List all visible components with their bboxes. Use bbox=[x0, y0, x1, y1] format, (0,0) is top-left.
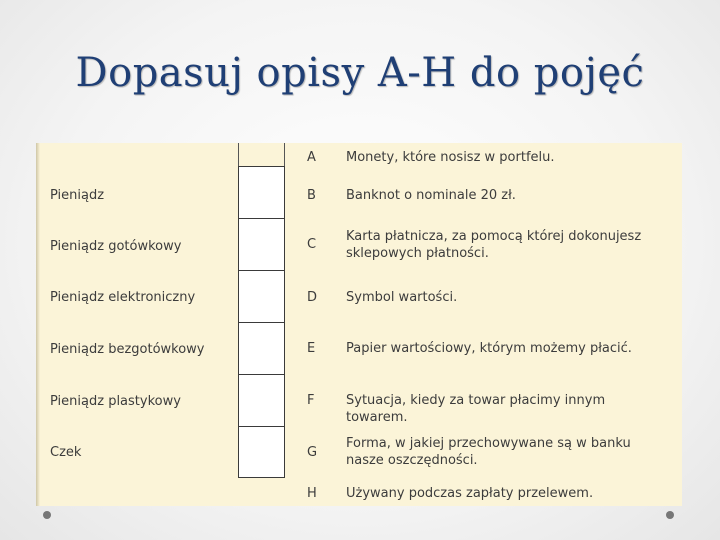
box-separator bbox=[239, 218, 284, 219]
description-letter: G bbox=[307, 445, 318, 460]
scan-edge bbox=[36, 143, 40, 506]
description-text: Monety, które nosisz w portfelu. bbox=[346, 150, 555, 165]
concept-label: Pieniądz gotówkowy bbox=[50, 239, 182, 254]
concept-label: Pieniądz elektroniczny bbox=[50, 290, 196, 305]
divider-line bbox=[284, 143, 285, 166]
description-letter: A bbox=[307, 150, 316, 165]
description-letter: E bbox=[307, 341, 316, 356]
box-separator bbox=[239, 322, 284, 323]
description-letter: D bbox=[307, 290, 318, 305]
description-text: Sytuacja, kiedy za towar płacimy innym towarem. bbox=[346, 393, 606, 425]
exercise-image bbox=[36, 143, 682, 506]
description-text: Używany podczas zapłaty przelewem. bbox=[346, 486, 594, 501]
box-separator bbox=[239, 426, 284, 427]
description-letter: H bbox=[307, 486, 317, 501]
concept-label: Pieniądz bezgotówkowy bbox=[50, 342, 205, 357]
description-letter: F bbox=[307, 393, 315, 408]
answer-boxes bbox=[238, 166, 285, 478]
description-text: Banknot o nominale 20 zł. bbox=[346, 188, 516, 203]
description-letter: B bbox=[307, 188, 316, 203]
box-separator bbox=[239, 270, 284, 271]
description-letter: C bbox=[307, 237, 317, 252]
slide-corner-dot bbox=[43, 511, 51, 519]
divider-line bbox=[238, 143, 239, 166]
slide-corner-dot bbox=[666, 511, 674, 519]
description-text: Forma, w jakiej przechowywane są w banku nasze oszczędności. bbox=[346, 436, 631, 468]
concept-label: Pieniądz bbox=[50, 188, 105, 203]
description-text: Karta płatnicza, za pomocą której dokonujesz sklepowych płatności. bbox=[346, 229, 642, 261]
slide-title: Dopasuj opisy A-H do pojęć bbox=[75, 50, 645, 96]
concept-label: Pieniądz plastykowy bbox=[50, 394, 181, 409]
description-text: Papier wartościowy, którym możemy płacić. bbox=[346, 341, 632, 356]
concept-label: Czek bbox=[50, 445, 82, 460]
box-separator bbox=[239, 374, 284, 375]
description-text: Symbol wartości. bbox=[346, 290, 458, 305]
